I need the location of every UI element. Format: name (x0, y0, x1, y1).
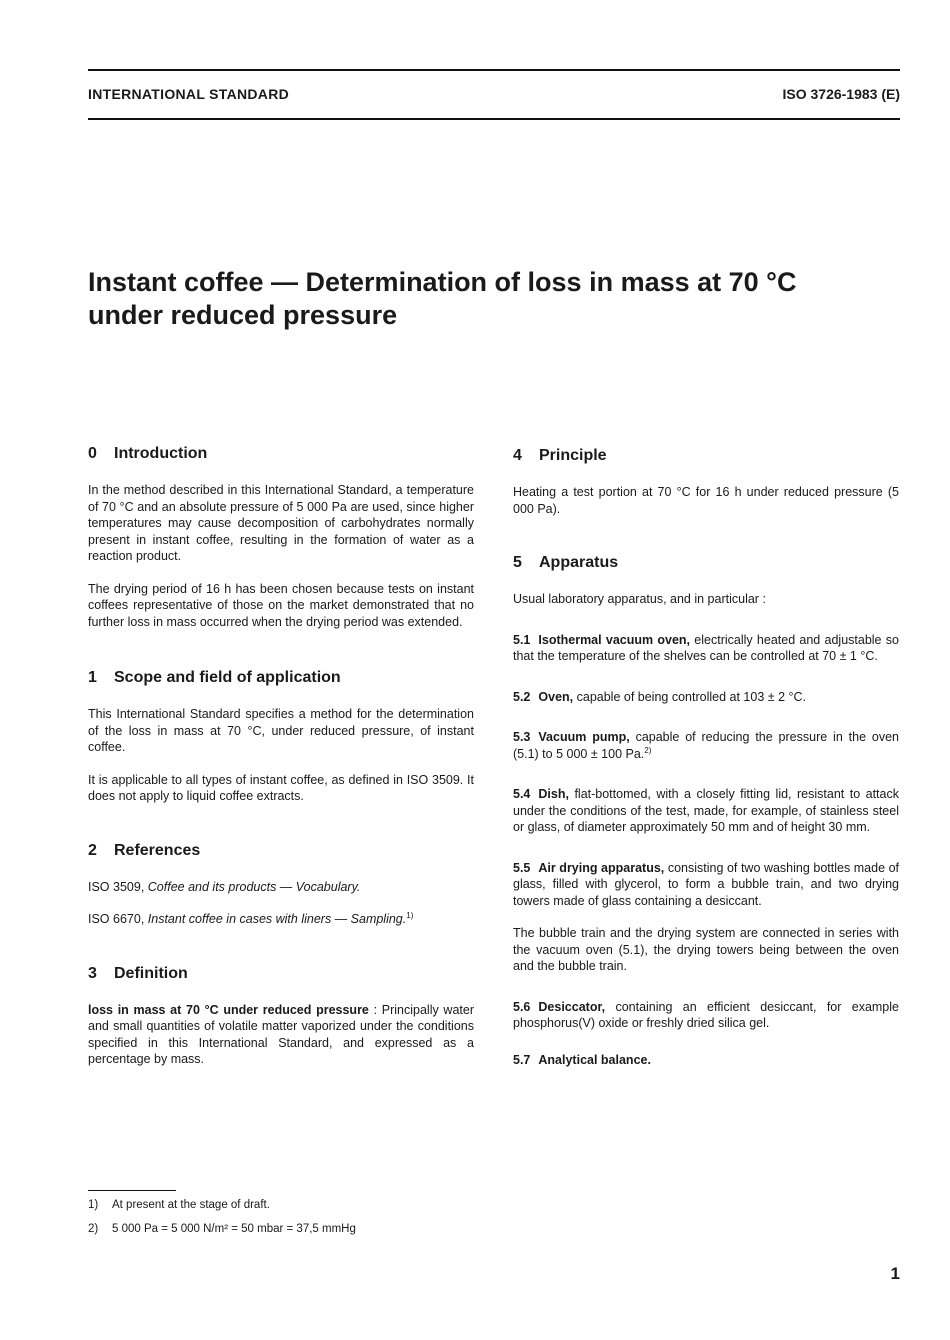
document-type: INTERNATIONAL STANDARD (88, 86, 290, 102)
section-principle-heading: 4 Principle (513, 447, 607, 464)
apparatus-item-5-2: 5.2 Oven, capable of being controlled at 103 ± 2 °C. (513, 689, 806, 704)
section-scope-heading: 1 Scope and field of application (88, 669, 341, 686)
bubble-train-note: The bubble train and the drying system are connected in series with the vacuum oven (5.1), the drying towers being between the oven and the bubble train. (513, 926, 899, 973)
principle-paragraph: Heating a test portion at 70 °C for 16 h under reduced pressure (5 000 Pa). (513, 485, 899, 516)
footnote-2: 2) 5 000 Pa = 5 000 N/m² = 50 mbar = 37,5 mmHg (88, 1223, 356, 1235)
apparatus-item-5-1: 5.1 Isothermal vacuum oven, electrically heated and adjustable so that the temperature of the shelves can be controlled at 70 ± 1 °C. (513, 632, 899, 663)
footnote-separator (88, 1190, 176, 1191)
definition-paragraph: loss in mass at 70 °C under reduced pressure : Principally water and small quantities of volatile matter vaporized under the conditions specified in this International Standard, and expressed as a percentage by mass. (88, 1002, 474, 1066)
apparatus-item-5-3: 5.3 Vacuum pump, capable of reducing the pressure in the oven (5.1) to 5 000 ± 100 Pa.$^{2)}$ (513, 730, 899, 761)
title-line-2: under reduced pressure (88, 300, 398, 330)
scope-paragraph-1: This International Standard specifies a method for the determination of the loss in mass at 70 °C, under reduced pressure, of instant coffee. (88, 707, 474, 754)
reference-item-1: ISO 3509, Coffee and its products — Vocabulary. (88, 879, 361, 894)
section-references-heading: 2 References (88, 841, 201, 859)
intro-paragraph-1: In the method described in this International Standard, a temperature of 70 °C and an absolute pressure of 5 000 Pa are used, since higher temperatures may cause decomposition of carbohydrates normally present in instant coffee, resulting in the formation of water as a reaction product. (88, 483, 474, 563)
right-column (513, 446, 899, 1084)
scope-paragraph-2: It is applicable to all types of instant coffee, as defined in ISO 3509. It does not apply to liquid coffee extracts. (88, 772, 474, 803)
footnote-1: 1) At present at the stage of draft. (88, 1199, 270, 1211)
page-title (88, 266, 908, 332)
header-top-rule (88, 69, 900, 71)
standard-number: ISO 3726-1983 (E) (782, 86, 900, 102)
apparatus-intro: Usual laboratory apparatus, and in particular : (513, 592, 766, 606)
apparatus-item-5-7: 5.7 Analytical balance. (513, 1052, 651, 1067)
apparatus-item-5-5: 5.5 Air drying apparatus, consisting of two washing bottles made of glass, filled with glycerol, to form a bubble train, and two drying towers made of glass containing a desiccant. (513, 860, 899, 908)
section-definition-heading: 3 Definition (88, 964, 188, 982)
intro-paragraph-2: The drying period of 16 h has been chosen because tests on instant coffees representative of those on the market demonstrated that no further loss in mass occurred when the drying period was extended. (88, 581, 474, 629)
section-apparatus-heading: 5 Apparatus (513, 554, 619, 571)
page-number: 1 (890, 1264, 900, 1283)
reference-item-2: ISO 6670, Instant coffee in cases with liners — Sampling.$^{1)}$ (88, 910, 414, 926)
footnotes (88, 1197, 356, 1245)
left-column (88, 444, 474, 1084)
apparatus-item-5-4: 5.4 Dish, flat-bottomed, with a closely fitting lid, resistant to attack under the conditions of the test, made, for example, of stainless steel or glass, of diameter approximately 50 mm and of height 30 mm. (513, 787, 899, 834)
header-bottom-rule (88, 118, 900, 120)
apparatus-item-5-6: 5.6 Desiccator, containing an efficient desiccant, for example phosphorus(V) oxide or freshly dried silica gel. (513, 999, 899, 1030)
section-introduction-heading: 0 Introduction (88, 445, 208, 462)
title-line-1: Instant coffee — Determination of loss in mass at 70 °C (88, 267, 797, 297)
